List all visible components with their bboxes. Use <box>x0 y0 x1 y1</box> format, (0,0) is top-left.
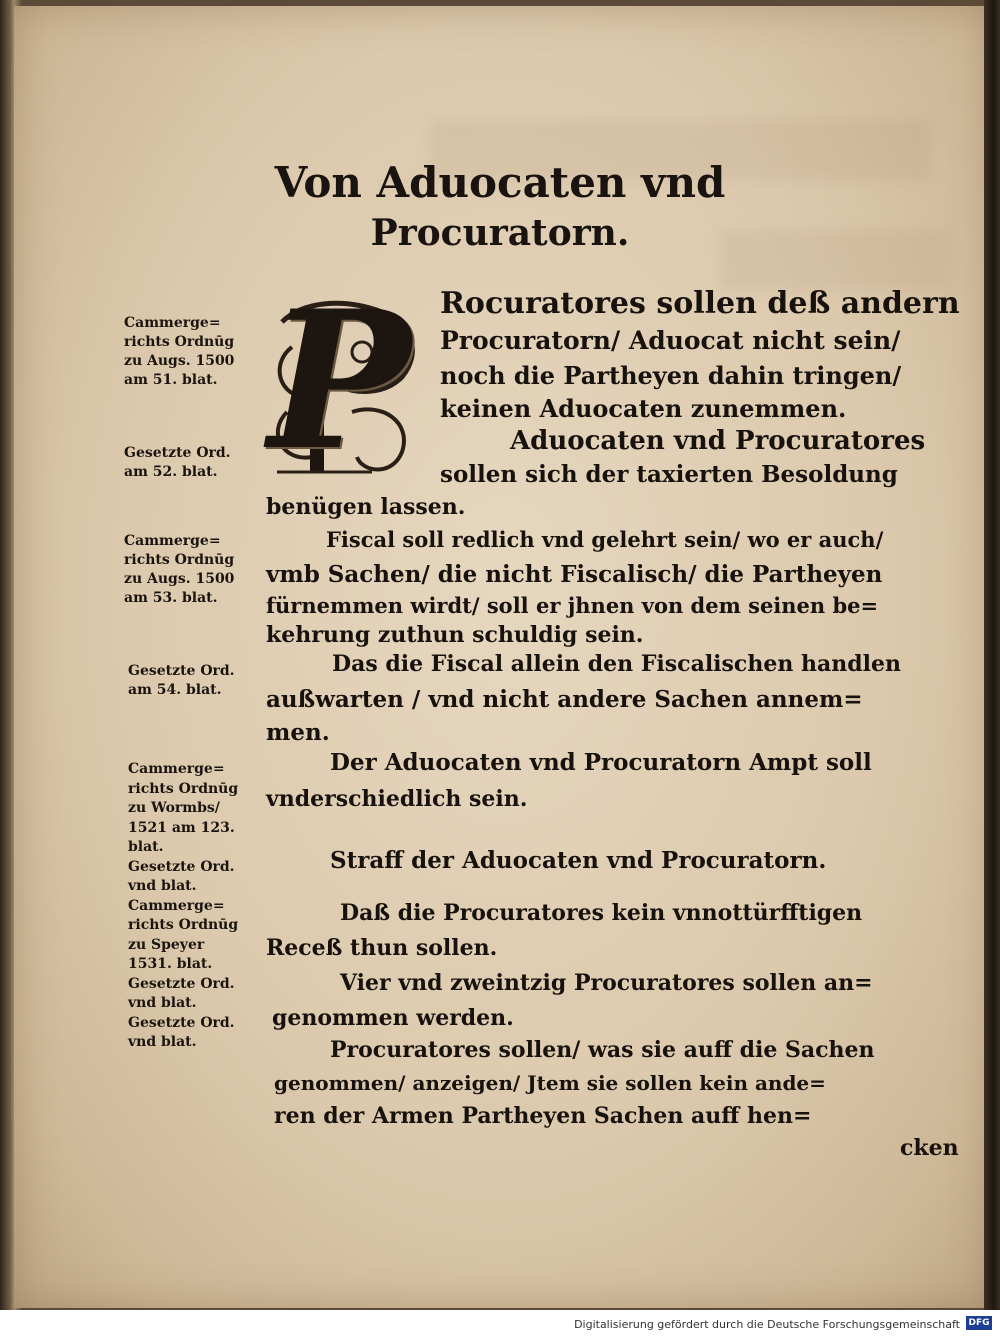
margin-note-line: richts Ordnūg <box>128 917 239 933</box>
margin-note-line: Cammerge= <box>128 897 225 914</box>
body-line: fürnemmen wirdt/ soll er jhnen von dem seinen be= <box>266 593 879 618</box>
margin-note <box>128 760 238 1053</box>
body-line: Daß die Procuratores kein vnnottürfftigen <box>340 900 863 926</box>
body-line: noch die Partheyen dahin tringen/ <box>440 361 902 390</box>
margin-note-line: Cammerge= <box>124 315 221 331</box>
margin-note-line: Cammerge= <box>124 533 221 549</box>
margin-note-line: richts Ordnūg <box>124 334 235 350</box>
margin-note-line: 1531. blat. <box>128 956 213 972</box>
body-line: keinen Aduocaten zunemmen. <box>440 394 847 423</box>
body-line: Aduocaten vnd Procuratores <box>510 426 926 456</box>
margin-note <box>124 532 234 608</box>
body-line: genommen werden. <box>272 1005 514 1031</box>
margin-note-line: richts Ordnūg <box>128 780 239 797</box>
body-line: benügen lassen. <box>266 494 466 520</box>
body-line: Das die Fiscal allein den Fiscalischen handlen <box>332 651 901 677</box>
body-line: Receß thun sollen. <box>266 935 498 961</box>
margin-note-line: richts Ordnūg <box>124 552 235 568</box>
margin-note-line: Gesetzte Ord. <box>128 858 235 875</box>
drop-cap-letter: P <box>268 269 411 492</box>
body-line: sollen sich der taxierten Besoldung <box>440 461 898 488</box>
body-line: vnderschiedlich sein. <box>266 786 528 812</box>
margin-note-line: Gesetzte Ord. <box>128 975 235 992</box>
margin-note-line: Gesetzte Ord. <box>128 663 235 679</box>
margin-note-line: am 53. blat. <box>124 590 218 606</box>
margin-note-line: am 52. blat. <box>124 464 218 480</box>
dfg-logo-icon[interactable]: DFG <box>966 1316 992 1330</box>
body-line: men. <box>266 719 330 746</box>
margin-note <box>124 314 234 390</box>
margin-note-line: zu Augs. 1500 <box>124 353 235 369</box>
body-line: außwarten / vnd nicht andere Sachen annem= <box>266 686 863 713</box>
body-line: Procuratorn/ Aduocat nicht sein/ <box>440 326 901 355</box>
body-line: kehrung zuthun schuldig sein. <box>266 622 644 648</box>
body-line: Vier vnd zweintzig Procuratores sollen an= <box>340 970 873 996</box>
body-line: Fiscal soll redlich vnd gelehrt sein/ wo er auch/ <box>326 527 884 552</box>
margin-note-line: vnd blat. <box>128 878 197 894</box>
margin-note-line: Cammerge= <box>128 761 225 777</box>
body-line: ren der Armen Partheyen Sachen auff hen= <box>274 1103 812 1129</box>
margin-note <box>128 662 235 700</box>
margin-note-line: zu Speyer <box>128 936 205 953</box>
body-line: Rocuratores sollen deß andern <box>440 286 960 321</box>
body-line: Straff der Aduocaten vnd Procuratorn. <box>330 847 827 874</box>
body-line: vmb Sachen/ die nicht Fiscalisch/ die Partheyen <box>266 561 883 588</box>
margin-note-line: vnd blat. <box>128 1034 197 1050</box>
margin-note-line: Gesetzte Ord. <box>128 1014 235 1031</box>
margin-note-line: am 54. blat. <box>128 682 222 698</box>
margin-note-line: blat. <box>128 839 164 855</box>
margin-note-line: Gesetzte Ord. <box>124 445 231 461</box>
margin-note-line: zu Augs. 1500 <box>124 571 235 587</box>
margin-note-line: vnd blat. <box>128 995 197 1011</box>
margin-note-line: zu Wormbs/ <box>128 800 220 816</box>
body-line: genommen/ anzeigen/ Jtem sie sollen kein ande= <box>274 1071 826 1095</box>
page-title: Von Aduocaten vnd <box>274 158 726 207</box>
margin-note-line: am 51. blat. <box>124 372 218 388</box>
margin-note <box>124 444 231 482</box>
body-line: Der Aduocaten vnd Procuratorn Ampt soll <box>330 749 872 776</box>
margin-note-line: 1521 am 123. <box>128 819 235 836</box>
body-line: cken <box>900 1135 959 1161</box>
page-subtitle: Procuratorn. <box>370 212 630 254</box>
footer-credit: Digitalisierung gefördert durch die Deutsche Forschungsgemeinschaft <box>574 1318 960 1331</box>
body-line: Procuratores sollen/ was sie auff die Sachen <box>330 1037 875 1063</box>
